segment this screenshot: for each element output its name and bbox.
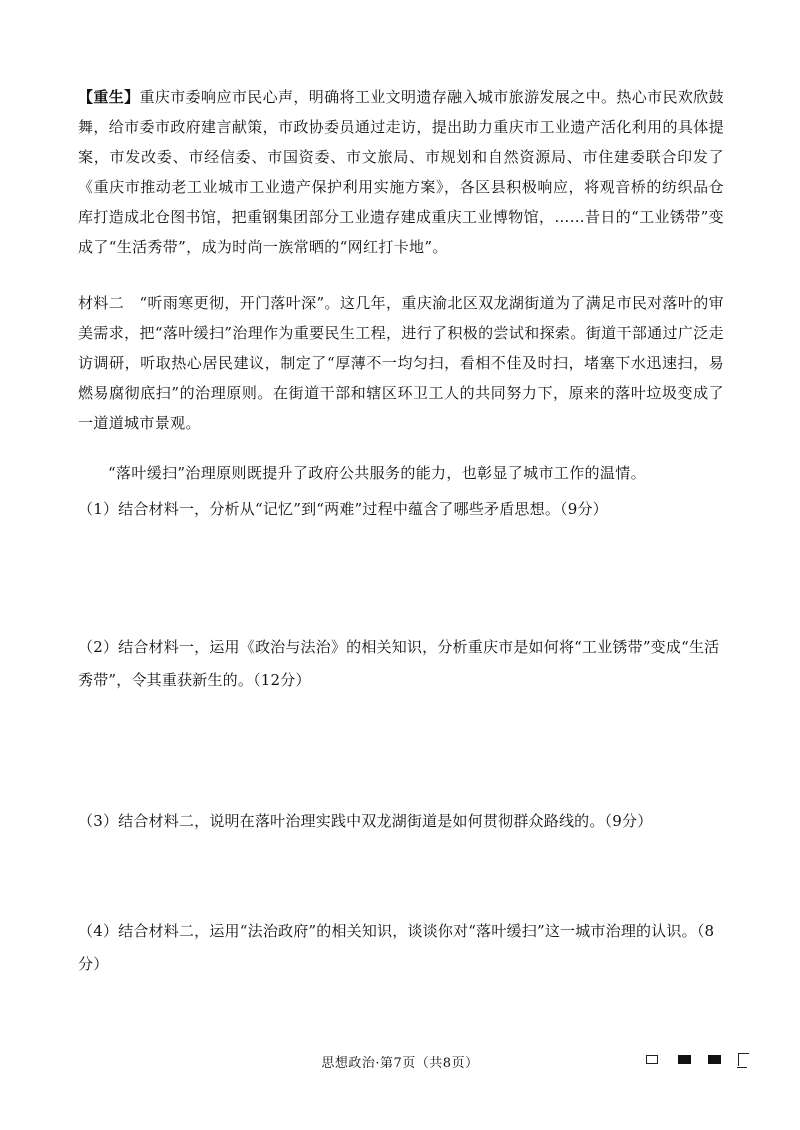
- page-footer: 思想政治·第7页（共8页）: [321, 1056, 479, 1071]
- material2-text: “听雨寒更彻，开门落叶深”。这几年，重庆渝北区双龙湖街道为了满足市民对落叶的审美需求，把“落叶缓扫”治理作为重要民生工程，进行了积极的尝试和探索。街道干部通过广泛走访调研，听取热心居民建议，制定了“厚薄不一均匀扫，看相不佳及时扫，堵塞下水迅速扫，易燃易腐彻底扫”的治理原则。在街道干部和辖区环卫工人的共同努力下，原来的落叶垃圾变成了一道道城市景观。: [78, 294, 724, 432]
- square-filled-icon: [708, 1055, 721, 1064]
- rebirth-label: 【重生】: [78, 88, 140, 106]
- material1-rebirth-paragraph: [78, 82, 724, 262]
- question-1: （1）结合材料一，分析从“记忆”到“两难”过程中蕴含了哪些矛盾思想。（9分）: [78, 500, 608, 518]
- material2-paragraph: [78, 288, 724, 438]
- question-2: （2）结合材料一，运用《政治与法治》的相关知识，分析重庆市是如何将“工业锈带”变成“生活秀带”，令其重获新生的。（12分）: [78, 638, 720, 689]
- question-3: （3）结合材料二，说明在落叶治理实践中双龙湖街道是如何贯彻群众路线的。（9分）: [78, 812, 653, 830]
- corner-bracket-icon: [738, 1053, 749, 1066]
- material2-label: 材料二: [78, 294, 125, 312]
- square-filled-icon: [678, 1055, 691, 1064]
- material2-conclusion: “落叶缓扫”治理原则既提升了政府公共服务的能力，也彰显了城市工作的温情。: [108, 464, 646, 482]
- square-outline-icon: [646, 1055, 658, 1064]
- question-4: （4）结合材料二，运用“法治政府”的相关知识，谈谈你对“落叶缓扫”这一城市治理的认识。（8分）: [78, 922, 715, 973]
- rebirth-text: 重庆市委响应市民心声，明确将工业文明遗存融入城市旅游发展之中。热心市民欢欣鼓舞，给市委市政府建言献策，市政协委员通过走访，提出助力重庆市工业遗产活化利用的具体提案，市发改委、市经信委、市国资委、市文旅局、市规划和自然资源局、市住建委联合印发了《重庆市推动老工业城市工业遗产保护利用实施方案》，各区县积极响应，将观音桥的纺织品仓库打造成北仓图书馆，把重钢集团部分工业遗存建成重庆工业博物馆，……昔日的“工业锈带”变成了“生活秀带”，成为时尚一族常晒的“网红打卡地”。: [78, 88, 724, 256]
